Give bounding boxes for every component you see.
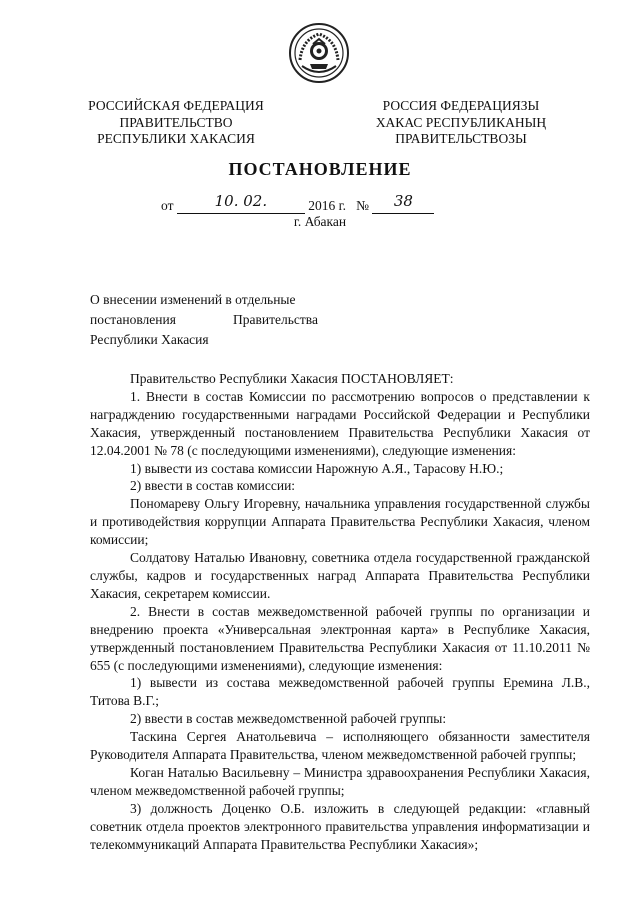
- year-label: 2016 г.: [308, 198, 346, 213]
- body-paragraph: 1) вывести из состава комиссии Нарожную А.Я., Тарасову Н.Ю.;: [130, 460, 504, 476]
- header-left-line: РОССИЙСКАЯ ФЕДЕРАЦИЯ: [88, 98, 264, 113]
- subject-line: О внесении изменений в отдельные: [90, 292, 296, 307]
- header-left-block: [86, 98, 266, 148]
- body-paragraph: 3) должность Доценко О.Б. изложить в следующей редакции: «главный советник отдела проектов электронного правительства управления информатизации и телекоммуникаций Аппарата Правительства Республики Хакасия»;: [90, 800, 590, 852]
- body-paragraph: 1) вывести из состава межведомственной рабочей группы Еремина Л.В., Титова В.Г.;: [90, 675, 590, 709]
- header-right-block: [356, 98, 566, 148]
- header-right-line: ХАКАС РЕСПУБЛИКАНЫҢ: [375, 114, 547, 130]
- header-right-line: ПРАВИТЕЛЬСТВОЗЫ: [395, 131, 527, 146]
- body-paragraph: Пономареву Ольгу Игоревну, начальника управления государственной службы и противодействия коррупции Аппарата Правительства Республики Хакасия, членом комиссии;: [90, 496, 590, 548]
- handwritten-number: 38: [393, 192, 413, 210]
- subject-line: постановления Правительства: [90, 312, 318, 327]
- document-body: [90, 370, 590, 853]
- subject-line: Республики Хакасия: [90, 332, 209, 347]
- header-right-line: РОССИЯ ФЕДЕРАЦИЯЗЫ: [382, 98, 540, 113]
- date-field: [177, 192, 305, 214]
- body-paragraph: Таскина Сергея Анатольевича – исполняющего обязанности заместителя Руководителя Аппарата Правительства, членом межведомственной рабочей группы;: [90, 729, 590, 763]
- body-paragraph: Коган Наталью Васильевну – Министра здравоохранения Республики Хакасия, членом межведомственной рабочей группы;: [90, 764, 590, 798]
- subject-block: [90, 290, 318, 350]
- body-paragraph: 2) ввести в состав комиссии:: [130, 478, 296, 494]
- document-title: ПОСТАНОВЛЕНИЕ: [228, 159, 412, 179]
- coat-of-arms-icon: [288, 22, 350, 84]
- header-left-line: РЕСПУБЛИКИ ХАКАСИЯ: [97, 131, 255, 146]
- body-paragraph: Правительство Республики Хакасия ПОСТАНОВЛЯЕТ:: [130, 371, 454, 386]
- number-sign: №: [356, 198, 370, 213]
- body-paragraph: 2) ввести в состав межведомственной рабочей группы:: [130, 711, 447, 727]
- body-paragraph: Солдатову Наталью Ивановну, советника отдела государственной гражданской службы, кадров и государственных наград Аппарата Правительства Республики Хакасия, секретарем комиссии.: [90, 550, 590, 601]
- city-label: г. Абакан: [293, 214, 347, 229]
- body-paragraph: 2. Внести в состав межведомственной рабочей группы по организации и внедрению проекта «Универсальная электронная карта» в Республике Хакасия, утвержденный постановлением Правительства Республики Хакасия от 11.10.2011 № 655 (с последующими изменениями), следующие изменения:: [90, 603, 590, 673]
- header-left-line: ПРАВИТЕЛЬСТВО: [119, 114, 233, 130]
- date-number-line: [161, 192, 434, 214]
- handwritten-date: 10. 02.: [214, 192, 268, 210]
- body-paragraph: 1. Внести в состав Комиссии по рассмотрению вопросов о представлении к наградждению государственными наградами Российской Федерации и Республики Хакасия, утвержденный постановлением Правительства Республики Хакасия от 12.04.2001 № 78 (с последующими изменениями), следующие изменения:: [90, 388, 590, 458]
- coat-of-arms-emblem: [288, 22, 350, 84]
- date-prefix: от: [161, 198, 174, 213]
- number-field: [372, 192, 434, 214]
